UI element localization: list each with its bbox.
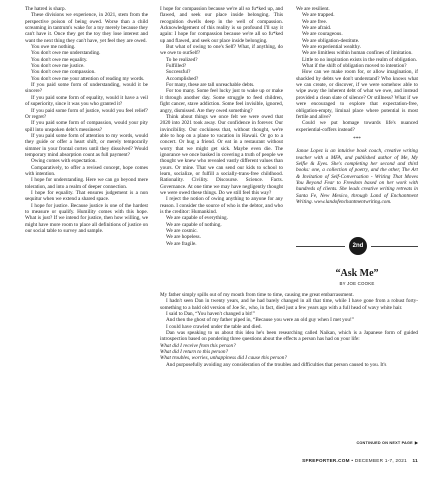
paragraph: We are capable of nothing. xyxy=(166,221,222,228)
paragraph: For too many. Some feel lucky just to wake up or make it through another day. Some struggle to feed children, fight cancer, stave addiction. Some feel invisible, ignored, angry, dismissed. Are they owed something? xyxy=(160,88,283,114)
story-paragraph: Dan was speaking to us about this idea he's been researching called Naikan, which is a Japanese form of guided introspection based on pondering three questions about the effects a person has had on your life: xyxy=(160,330,418,343)
paragraph: I hope for compassion because we're all so fu*ked up, and flawed, and seek our place inside belonging. This recognition dwells deep in the well of compassion. Acknowledgement of this reality is so profound I'll say it again: I hope for compassion because we're all so fu*ked up and flawed, and seek our place inside belonging. xyxy=(160,6,283,44)
continued-label: CONTINUED ON NEXT PAGE xyxy=(356,441,413,445)
article-column-3-body xyxy=(296,6,418,133)
page-footer xyxy=(160,458,418,463)
paragraph: What if the shift of obligation moved to intention? xyxy=(302,63,407,70)
story-title: “Ask Me” xyxy=(335,268,379,279)
story-paragraph: What did I receive from this person? xyxy=(160,342,236,349)
continued-on-next-page[interactable] xyxy=(296,439,418,447)
paragraph: We are experiential wealthy. xyxy=(302,44,361,51)
story-paragraph: I hadn't seen Dan in twenty years, and he had barely changed in all that time, while I have gone from a robust forty-something to a bald old version of Joe Sr., who, in fact, died just a few years ago with a full head of wavy white hair. xyxy=(160,298,418,311)
paragraph: Could we put homage towards life's nuanced experiential-coffers instead? xyxy=(296,120,418,133)
story-paragraph: What did I return to this person? xyxy=(160,349,229,356)
story-byline: BY JOE COOKE xyxy=(339,281,375,286)
paragraph: I reject the notion of owing anything to anyone for any reason. I consider the source of who is the debtor, and who is the creditor: Humankind. xyxy=(160,196,283,215)
paragraph: You don't owe me compassion. xyxy=(31,69,96,76)
paragraph: We are trapped. xyxy=(302,12,335,19)
paragraph: We are hopeless. xyxy=(166,234,201,241)
article-column-2 xyxy=(160,6,283,247)
paragraph: For many, these are tall unreachable debts. xyxy=(166,82,255,89)
paragraph: These divisions we experience, in 2021, stem from the perspective poison of being owed. Worse than a child screaming in tantrum's wake for a toy merely because they can't have it. Once they get the toy they lose interest and want the next thing they can't have, yet feel they are owed. xyxy=(25,12,148,44)
paragraph: You don't owe me your attention of reading my words. xyxy=(31,75,145,82)
paragraph: I hope for justice. Because justice is one of the hardest to measure or qualify. Humility comes with this hope. What is just? If we intend for justice, then how willing, we might have more room to place all definitions of justice on our social table to survey and sample. xyxy=(25,202,148,235)
paragraph: Owing comes with expectation. xyxy=(31,158,97,165)
publication-name: SFREPORTER.COM xyxy=(302,458,350,463)
paragraph: Successful? xyxy=(166,69,191,76)
paragraph: We are obligation-destitute. xyxy=(302,37,360,44)
paragraph: Comparatively, to offer a revised concept, hope comes with intention. xyxy=(25,164,148,177)
paragraph: How can we make room for, or allow imagination, if shackled by debts we don't understand? Who knows what we can create, or discover, if we were somehow able to wipe away the inherent debt of what we owe, and instead provided a clean slate of silence? Or stillness? What if we were encouraged to explore that expectation-free, obligation-empty, liminal place where potential is most fertile and alive? xyxy=(296,69,418,120)
paragraph: We are courageous. xyxy=(302,31,343,38)
paragraph: You owe me nothing. xyxy=(31,44,76,51)
paragraph: The hatred is sharp. xyxy=(25,6,66,12)
paragraph: If you paid some form of equality, would it have a veil of superiority, since it was you who granted it? xyxy=(25,94,148,108)
paragraph: We are free. xyxy=(302,18,328,25)
paragraph: Little to no inspiration exists in the realm of obligation. xyxy=(302,56,417,63)
story-body xyxy=(160,292,418,368)
badge-rule-right xyxy=(371,246,418,247)
paragraph: You don't owe me justice. xyxy=(31,63,85,70)
paragraph: Think about things we once felt we were owed that 2020 into 2021 took away. Our confidence in forever. Our invincibility. Our cockiness that, without thought, we're able to hop on a plane to vacation in Hawaii. Or go to a concert. Or hug a friend. Or eat in a restaurant without worry that we might get sick. Maybe even die. The ignorance we once basked in covering a truth of people we thought we knew who revealed vastly different values than yours. Or mine. That we can send our kids to school to learn, socialize, or fulfill a socially-trans-free childhood. Rationality. Civility. Discourse. Science. Facts. Governance. At one time we may have negligently thought we were owed these things. Do we still feel this way? xyxy=(160,113,283,196)
paragraph: Fulfilled? xyxy=(166,63,187,70)
paragraph: We are capable of everything. xyxy=(166,215,228,222)
paragraph: If you paid some form of compassion, would your pity spill into unspoken debt's messiness? xyxy=(25,120,148,133)
paragraph: We are resilient. xyxy=(296,6,330,12)
paragraph: You don't owe me equality. xyxy=(31,56,88,63)
paragraph: If you paid some form of justice, would you feel relief? Or regret? xyxy=(25,107,148,120)
triangle-right-icon: ▶ xyxy=(414,441,418,445)
paragraph: But what of owing to one's Self? What, if anything, do we owe to ourSelf? xyxy=(160,44,283,57)
paragraph: I hope for equality. That ensures judgement is a non sequitur when we extend a shared space. xyxy=(25,189,148,203)
story-paragraph: What troubles, worries, unhappiness did I cause this person? xyxy=(160,355,287,362)
page-number: 11 xyxy=(412,458,418,463)
paragraph: To be realized? xyxy=(166,56,198,63)
author-bio: Janae Lopez is an intuitive book coach, creative writing teacher with a MFA, and published author of Me, My Selfie & Eyes. She's completing her second and third books: one, a collection of poetry, and the other, The Art & Invitation of Self-Conversation - Writing That Moves You Beyond Fear to Freedom based on her work with hundreds of clients. She leads creative writing retreats in Santa Fe, New Mexico, through Land of Enchantment Writing. www.landofenchantmentwriting.com. xyxy=(296,148,418,205)
paragraph: If you paid some form of understanding, would it be sincere? xyxy=(25,82,148,95)
story-paragraph: I said to Dan, “You haven't changed a bit!” xyxy=(166,311,256,318)
paragraph: You don't owe me understanding. xyxy=(31,50,101,57)
paragraph: We are limitless within human confines of limitation. xyxy=(302,50,413,57)
paragraph: We are cosmic. xyxy=(166,228,198,235)
story-paragraph: And then the ghost of my father piped in, “Because you were an old guy when I met you!” xyxy=(166,317,354,324)
paragraph: If you paid some form of attention to my words, would they guide or offer a heart shift, or merely temporarily simmer in your frontal cortex until they dissolved? Would temporary mind absorption count as full payment? xyxy=(25,132,148,158)
story-paragraph: And purposefully avoiding any consideration of the troubles and difficulties that person caused to you. It's xyxy=(166,361,387,368)
section-divider: *** xyxy=(353,135,361,142)
paragraph: I hope for understanding. Here we can go beyond mere toleration, and into a realm of deeper connection. xyxy=(25,177,148,190)
paragraph: We are afraid. xyxy=(302,25,332,32)
story-paragraph: I could have crawled under the table and died. xyxy=(166,323,262,330)
footer-separator-icon: • xyxy=(351,458,355,463)
article-column-3 xyxy=(296,6,418,205)
paragraph: We are fragile. xyxy=(166,240,197,247)
badge-rule-left xyxy=(296,246,345,247)
paragraph: Accomplished? xyxy=(166,75,199,82)
story-paragraph: My father simply spills out of my mouth from time to time, causing me great embarrassment. xyxy=(160,292,354,298)
place-badge: 2nd xyxy=(349,237,367,255)
issue-date: DECEMBER 1-7, 2021 xyxy=(354,458,407,463)
article-column-1 xyxy=(25,6,148,234)
